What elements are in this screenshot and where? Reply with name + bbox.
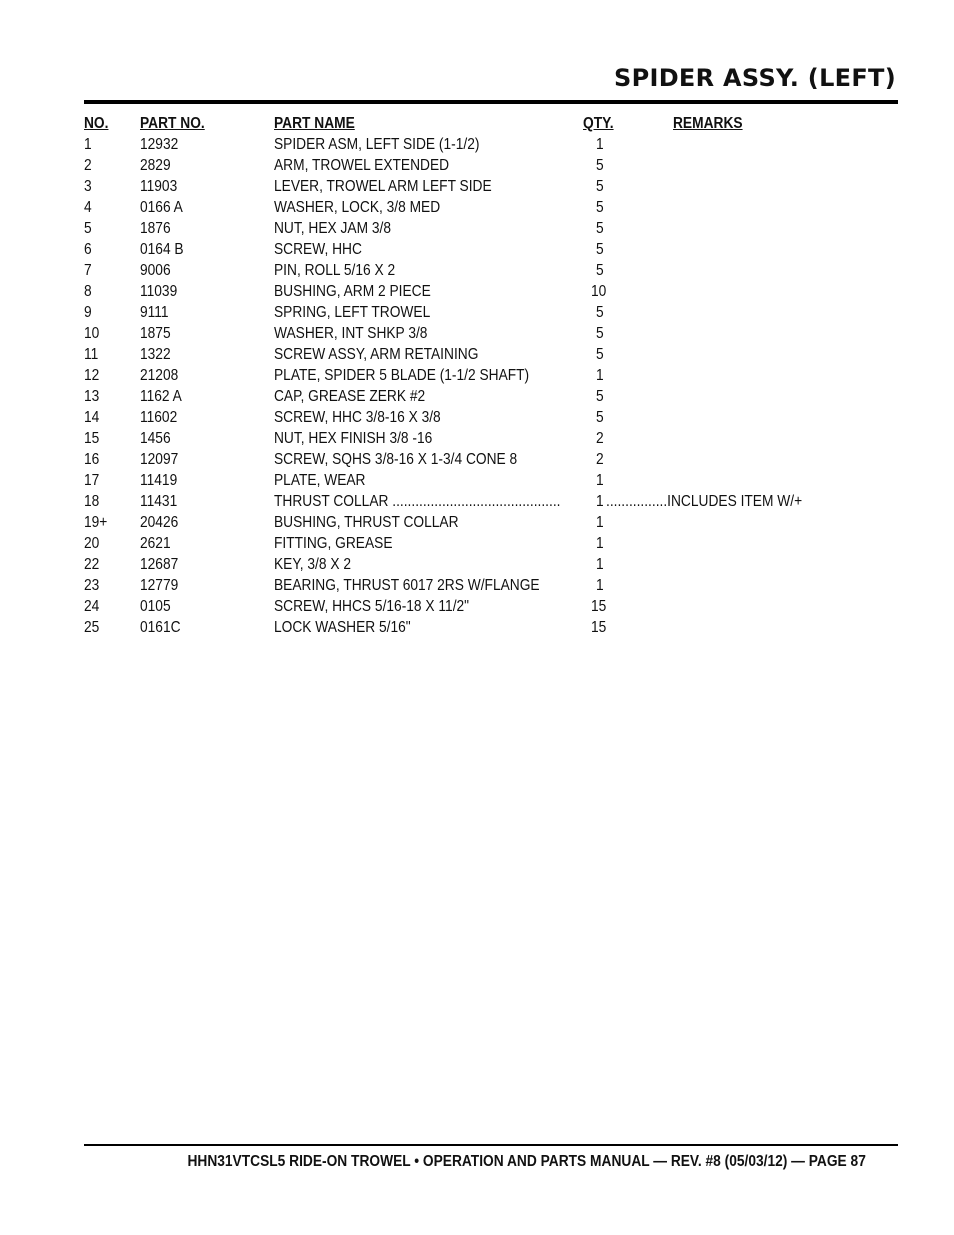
- part-number: 11419: [140, 472, 178, 489]
- item-number: 2: [84, 157, 92, 174]
- part-name: NUT, HEX JAM 3/8: [274, 220, 391, 237]
- quantity: 5: [595, 220, 604, 237]
- table-row: [84, 617, 884, 638]
- table-row: [84, 239, 884, 260]
- part-number: 0105: [140, 598, 171, 615]
- item-number: 11: [84, 346, 99, 363]
- item-number: 24: [84, 598, 100, 615]
- table-row: [84, 407, 884, 428]
- part-name: SPRING, LEFT TROWEL: [274, 304, 431, 321]
- quantity: 5: [595, 262, 604, 279]
- item-number: 22: [84, 556, 100, 573]
- table-row: [84, 533, 884, 554]
- part-name: WASHER, INT SHKP 3/8: [274, 325, 428, 342]
- table-row: [84, 512, 884, 533]
- part-name: SCREW, HHC: [274, 241, 362, 258]
- item-number: 14: [84, 409, 100, 426]
- item-number: 16: [84, 451, 100, 468]
- part-name: BUSHING, ARM 2 PIECE: [274, 283, 431, 300]
- table-row: [84, 197, 884, 218]
- quantity: 15: [591, 598, 607, 615]
- part-number: 12779: [140, 577, 179, 594]
- item-number: 20: [84, 535, 100, 552]
- part-number: 0161C: [140, 619, 181, 636]
- quantity: 5: [595, 178, 604, 195]
- page-footer: HHN31VTCSL5 RIDE-ON TROWEL • OPERATION AND PARTS MANUAL — REV. #8 (05/03/12) — PAGE 87: [187, 1153, 866, 1170]
- table-row: [84, 386, 884, 407]
- table-row: [84, 155, 884, 176]
- item-number: 9: [84, 304, 92, 321]
- part-name: KEY, 3/8 X 2: [274, 556, 352, 573]
- table-header-row: [84, 113, 884, 134]
- part-name: WASHER, LOCK, 3/8 MED: [274, 199, 441, 216]
- table-row: [84, 470, 884, 491]
- part-number: 0164 B: [140, 241, 184, 258]
- table-row: [84, 302, 884, 323]
- table-row: [84, 323, 884, 344]
- quantity: 1: [595, 472, 604, 489]
- table-row: [84, 365, 884, 386]
- part-name: SCREW, HHC 3/8-16 X 3/8: [274, 409, 441, 426]
- item-number: 19+: [84, 514, 108, 531]
- part-number: 1876: [140, 220, 171, 237]
- item-number: 15: [84, 430, 100, 447]
- part-number: 1162 A: [140, 388, 182, 405]
- parts-table: [84, 113, 884, 638]
- part-name: SPIDER ASM, LEFT SIDE (1-1/2): [274, 136, 480, 153]
- part-number: 21208: [140, 367, 179, 384]
- quantity: 2: [595, 451, 604, 468]
- quantity: 10: [591, 283, 607, 300]
- quantity: 1: [595, 367, 604, 384]
- header-remarks: REMARKS: [673, 115, 743, 132]
- part-number: 2829: [140, 157, 171, 174]
- quantity: 5: [595, 157, 604, 174]
- part-name: THRUST COLLAR ............................................: [274, 493, 561, 510]
- part-name: SCREW, HHCS 5/16-18 X 11/2": [274, 598, 470, 615]
- quantity: 5: [595, 346, 604, 363]
- header-qty: QTY.: [583, 115, 614, 132]
- quantity: 5: [595, 325, 604, 342]
- title-divider: [84, 100, 898, 104]
- part-number: 9006: [140, 262, 171, 279]
- quantity: 5: [595, 409, 604, 426]
- quantity: 1: [595, 577, 604, 594]
- item-number: 1: [84, 136, 92, 153]
- quantity: 5: [595, 388, 604, 405]
- table-row: [84, 449, 884, 470]
- part-name: BEARING, THRUST 6017 2RS W/FLANGE: [274, 577, 540, 594]
- quantity: 5: [595, 199, 604, 216]
- part-number: 1456: [140, 430, 171, 447]
- table-row: [84, 491, 884, 512]
- table-row: [84, 554, 884, 575]
- table-row: [84, 428, 884, 449]
- item-number: 12: [84, 367, 100, 384]
- part-name: PLATE, SPIDER 5 BLADE (1-1/2 SHAFT): [274, 367, 530, 384]
- item-number: 6: [84, 241, 92, 258]
- table-row: [84, 218, 884, 239]
- part-name: SCREW, SQHS 3/8-16 X 1-3/4 CONE 8: [274, 451, 518, 468]
- header-no: NO.: [84, 115, 109, 132]
- item-number: 10: [84, 325, 100, 342]
- part-number: 11903: [140, 178, 178, 195]
- part-number: 11602: [140, 409, 178, 426]
- table-row: [84, 176, 884, 197]
- part-name: LOCK WASHER 5/16": [274, 619, 411, 636]
- part-number: 20426: [140, 514, 179, 531]
- table-row: [84, 575, 884, 596]
- part-name: FITTING, GREASE: [274, 535, 393, 552]
- quantity: 5: [595, 304, 604, 321]
- item-number: 8: [84, 283, 92, 300]
- header-part-name: PART NAME: [274, 115, 355, 132]
- table-row: [84, 260, 884, 281]
- part-name: PLATE, WEAR: [274, 472, 366, 489]
- item-number: 13: [84, 388, 100, 405]
- quantity: 1: [595, 514, 604, 531]
- part-number: 0166 A: [140, 199, 183, 216]
- item-number: 4: [84, 199, 92, 216]
- part-number: 12932: [140, 136, 179, 153]
- item-number: 25: [84, 619, 100, 636]
- item-number: 18: [84, 493, 100, 510]
- part-number: 12097: [140, 451, 179, 468]
- part-name: ARM, TROWEL EXTENDED: [274, 157, 450, 174]
- quantity: 2: [595, 430, 604, 447]
- table-body: [84, 134, 884, 638]
- quantity: 15: [591, 619, 607, 636]
- item-number: 17: [84, 472, 100, 489]
- item-number: 7: [84, 262, 92, 279]
- quantity: 1: [595, 136, 604, 153]
- item-number: 23: [84, 577, 100, 594]
- page-title: SPIDER ASSY. (LEFT): [614, 64, 896, 92]
- part-name: BUSHING, THRUST COLLAR: [274, 514, 459, 531]
- footer-divider: [84, 1144, 898, 1146]
- part-number: 12687: [140, 556, 179, 573]
- part-number: 11431: [140, 493, 178, 510]
- part-name: LEVER, TROWEL ARM LEFT SIDE: [274, 178, 492, 195]
- header-part-no: PART NO.: [140, 115, 205, 132]
- part-number: 1322: [140, 346, 171, 363]
- quantity: 1: [595, 556, 604, 573]
- remarks: ................INCLUDES ITEM W/+: [606, 493, 803, 510]
- table-row: [84, 596, 884, 617]
- quantity: 1: [595, 493, 604, 510]
- quantity: 5: [595, 241, 604, 258]
- part-name: CAP, GREASE ZERK #2: [274, 388, 426, 405]
- part-number: 9111: [140, 304, 169, 321]
- part-name: SCREW ASSY, ARM RETAINING: [274, 346, 479, 363]
- part-number: 2621: [140, 535, 171, 552]
- item-number: 3: [84, 178, 92, 195]
- table-row: [84, 281, 884, 302]
- quantity: 1: [595, 535, 604, 552]
- part-name: NUT, HEX FINISH 3/8 -16: [274, 430, 433, 447]
- part-number: 1875: [140, 325, 171, 342]
- table-row: [84, 134, 884, 155]
- item-number: 5: [84, 220, 92, 237]
- part-name: PIN, ROLL 5/16 X 2: [274, 262, 396, 279]
- table-row: [84, 344, 884, 365]
- part-number: 11039: [140, 283, 178, 300]
